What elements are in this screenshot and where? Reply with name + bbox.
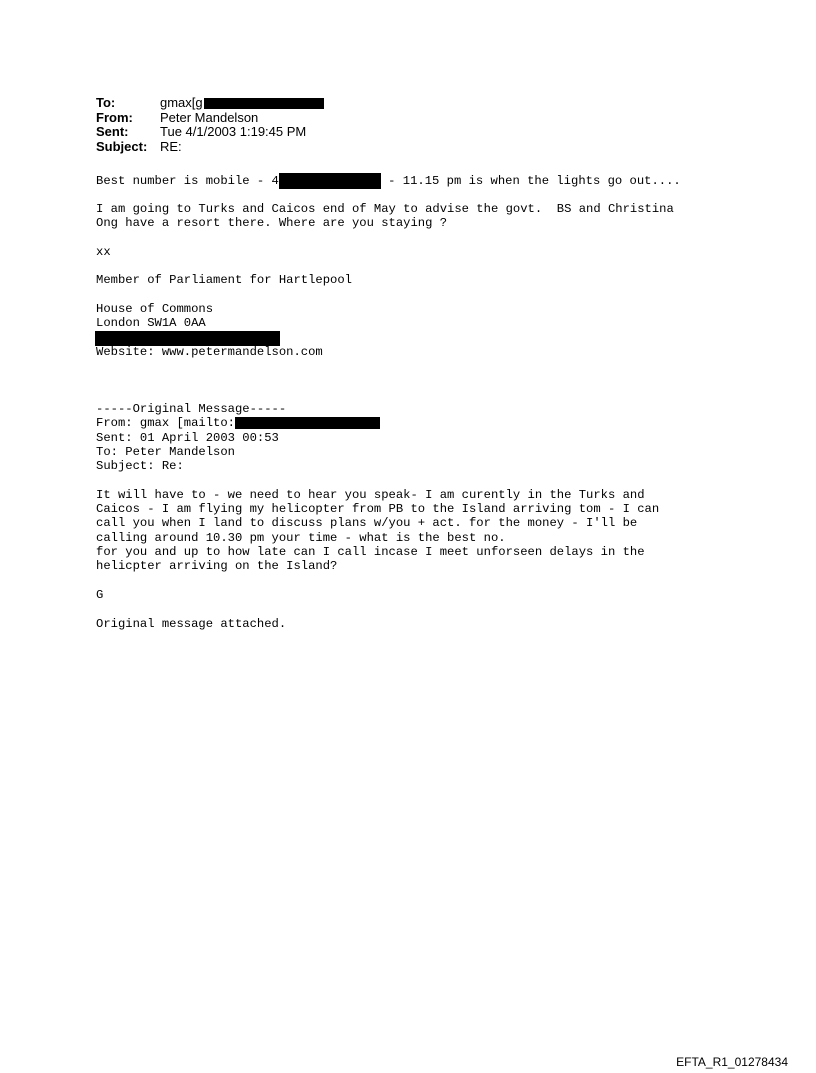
sent-row [96,125,324,140]
paragraph-line: Ong have a resort there. Where are you staying ? [96,216,448,230]
original-sign: G [96,588,104,602]
original-sent: Sent: 01 April 2003 00:53 [96,431,279,445]
signoff: xx [96,245,111,259]
redaction-bar [279,173,381,189]
from-value: Peter Mandelson [160,109,259,125]
from-row [96,111,324,126]
subject-row [96,140,324,155]
original-body-line: helicpter arriving on the Island? [96,559,338,573]
paragraph-line: I am going to Turks and Caicos end of May to advise the govt. BS and Christina [96,202,674,216]
address-line: London SW1A 0AA [96,316,206,330]
original-body-line: call you when I land to discuss plans w/you + act. for the money - I'll be [96,516,638,530]
subject-label: Subject: [96,138,148,154]
email-header [96,96,324,154]
from-label: From: [96,109,133,125]
redaction-bar [204,98,324,109]
phone-line-end: - 11.15 pm is when the lights go out.... [380,174,681,189]
to-row [96,96,324,111]
website-line: Website: www.petermandelson.com [96,345,323,359]
to-address: gmax[g [160,95,203,110]
original-body-line: Caicos - I am flying my helicopter from PB to the Island arriving tom - I can [96,502,660,516]
original-divider: -----Original Message----- [96,402,287,416]
redaction-bar [95,331,280,346]
attachment-note: Original message attached. [96,617,287,631]
original-body-line: It will have to - we need to hear you speak- I am curently in the Turks and [96,488,645,502]
redaction-bar [235,417,380,429]
original-from-text: From: gmax [mailto: [96,416,235,430]
original-body-line: for you and up to how late can I call incase I meet unforseen delays in the [96,545,645,559]
sent-label: Sent: [96,124,129,139]
address-line: House of Commons [96,302,214,316]
original-to: To: Peter Mandelson [96,445,235,459]
phone-line [96,173,681,189]
phone-line-start: Best number is mobile - 4 [96,174,279,189]
to-value [160,96,324,111]
signature-title: Member of Parliament for Hartlepool [96,273,352,287]
subject-value: RE: [160,138,182,154]
to-label: To: [96,95,116,110]
document-id: EFTA_R1_01278434 [676,1055,788,1069]
original-body-line: calling around 10.30 pm your time - what is the best no. [96,531,506,545]
original-subject: Subject: Re: [96,459,184,473]
original-from [96,416,380,430]
sent-value: Tue 4/1/2003 1:19:45 PM [160,124,307,139]
